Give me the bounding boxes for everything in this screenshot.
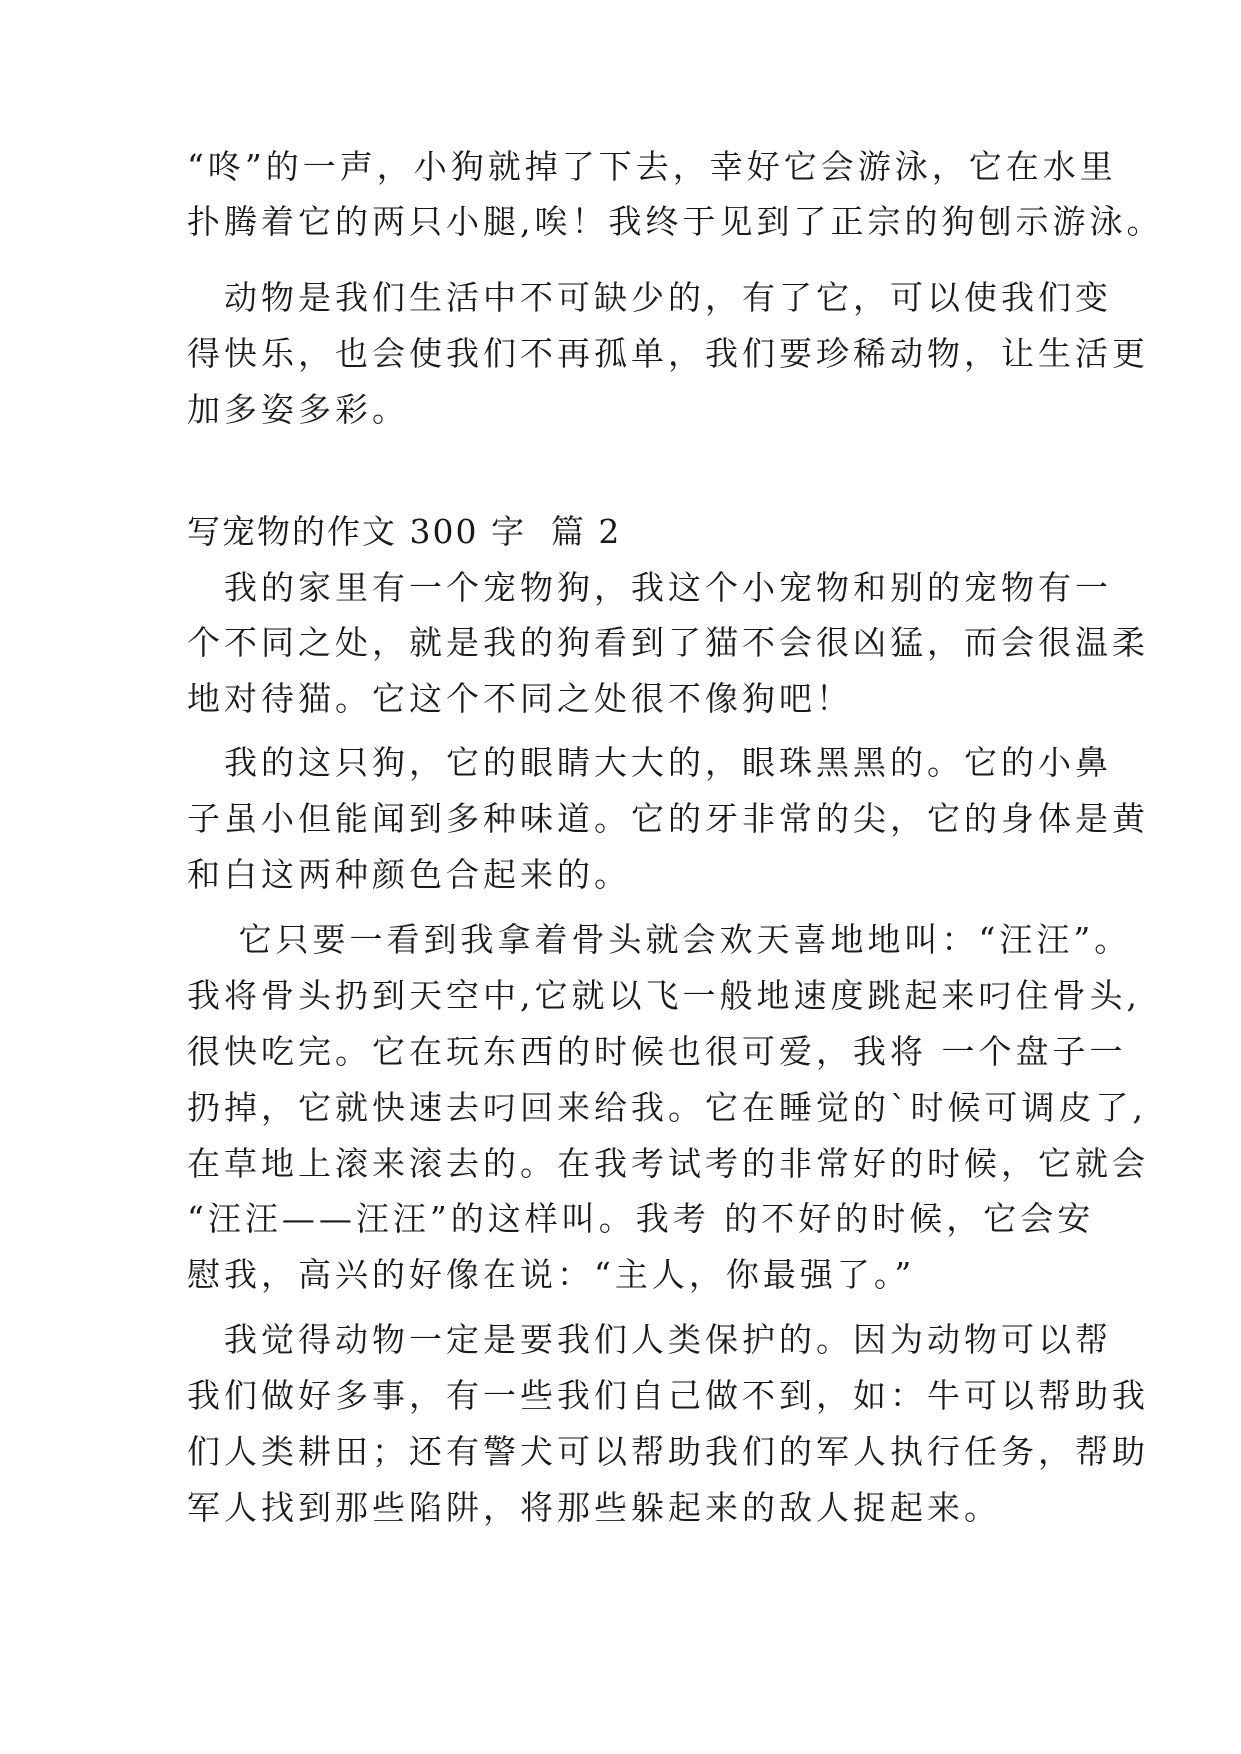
- paragraph-line: 我觉得动物一定是要我们人类保护的。因为动物可以帮: [187, 1320, 1112, 1359]
- paragraph-line: 在草地上滚来滚去的。在我考试考的非常好的时候，它就会: [187, 1144, 1149, 1183]
- paragraph-line: 扑腾着它的两只小腿,唉！我终于见到了正宗的狗刨示游泳。: [187, 202, 1164, 241]
- paragraph-line: 地对待猫。它这个不同之处很不像狗吧！: [187, 679, 853, 718]
- paragraph-line: 加多姿多彩。: [187, 390, 409, 429]
- paragraph-line: 慰我，高兴的好像在说：“主人，你最强了。”: [187, 1255, 916, 1294]
- paragraph-line: “咚”的一声，小狗就掉了下去，幸好它会游泳，它在水里: [187, 147, 1117, 186]
- paragraph-line: 得快乐，也会使我们不再孤单，我们要珍稀动物，让生活更: [187, 334, 1149, 373]
- section-heading: 写宠物的作文 300 字 篇 2: [187, 512, 622, 551]
- paragraph-line: 军人找到那些陷阱，将那些躲起来的敌人捉起来。: [187, 1488, 1001, 1527]
- paragraph-line: 动物是我们生活中不可缺少的，有了它，可以使我们变: [187, 278, 1112, 317]
- paragraph-line: 它只要一看到我拿着骨头就会欢天喜地地叫：“汪汪”。: [187, 920, 1132, 959]
- paragraph-line: 个不同之处，就是我的狗看到了猫不会很凶猛，而会很温柔: [187, 623, 1149, 662]
- paragraph-line: 们人类耕田；还有警犬可以帮助我们的军人执行任务，帮助: [187, 1432, 1149, 1471]
- paragraph-line: 我的家里有一个宠物狗，我这个小宠物和别的宠物有一: [187, 568, 1112, 607]
- paragraph-line: 和白这两种颜色合起来的。: [187, 855, 631, 894]
- paragraph-line: 扔掉，它就快速去叼回来给我。它在睡觉的`时候可调皮了,: [187, 1088, 1147, 1127]
- paragraph-line: 我们做好多事，有一些我们自己做不到，如：牛可以帮助我: [187, 1376, 1149, 1415]
- paragraph-line: 我的这只狗，它的眼睛大大的，眼珠黑黑的。它的小鼻: [187, 743, 1112, 782]
- paragraph-line: 很快吃完。它在玩东西的时候也很可爱，我将 一个盘子一: [187, 1032, 1127, 1071]
- paragraph-line: “汪汪——汪汪”的这样叫。我考 的不好的时候，它会安: [187, 1199, 1095, 1238]
- paragraph-line: 我将骨头扔到天空中,它就以飞一般地速度跳起来叼住骨头,: [187, 976, 1141, 1015]
- paragraph-line: 子虽小但能闻到多种味道。它的牙非常的尖，它的身体是黄: [187, 799, 1149, 838]
